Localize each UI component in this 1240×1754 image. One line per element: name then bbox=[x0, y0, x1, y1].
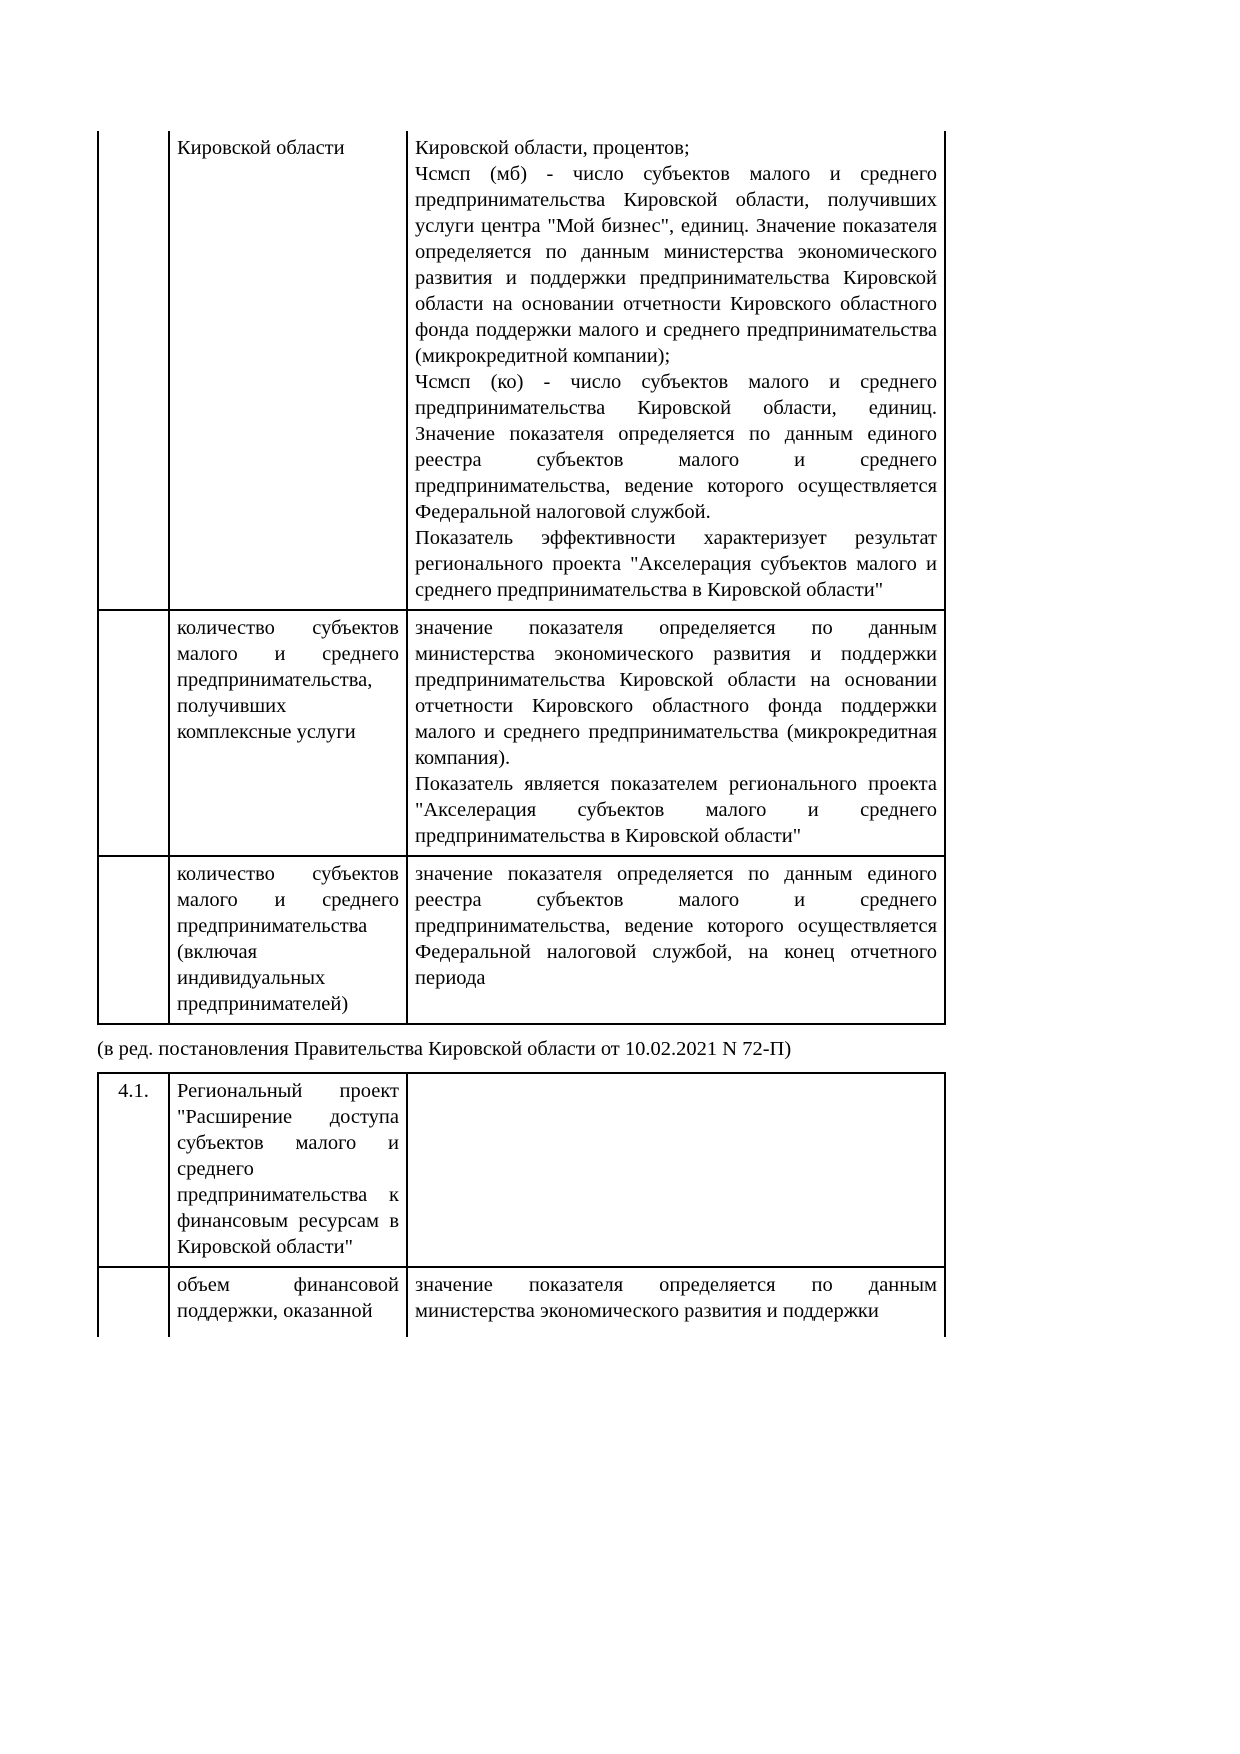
description-paragraph: значение показателя определяется по данным единого реестра субъектов малого и среднего предпринимательства, ведение которого осуществляется Федеральной налоговой службой, на конец отчетного периода bbox=[415, 863, 937, 989]
description-paragraph: Чсмсп (ко) - число субъектов малого и среднего предпринимательства Кировской области, единиц. Значение показателя определяется по данным единого реестра субъектов малого и среднего предпринимательства, ведение которого осуществляется Федеральной налоговой службой. bbox=[415, 371, 937, 523]
indicators-table-fragment-1 bbox=[97, 131, 946, 1025]
indicator-description-cell bbox=[407, 610, 945, 856]
description-paragraph: значение показателя определяется по данным министерства экономического развития и поддержки bbox=[415, 1274, 937, 1322]
indicator-name-cell bbox=[169, 610, 407, 856]
description-paragraph: Показатель является показателем регионального проекта "Акселерация субъектов малого и среднего предпринимательства в Кировской области" bbox=[415, 773, 937, 847]
indicator-name-cell bbox=[169, 1073, 407, 1267]
table-row bbox=[98, 610, 945, 856]
row-number-cell: 4.1. bbox=[98, 1073, 169, 1267]
indicator-name-cell bbox=[169, 856, 407, 1024]
indicator-name-text: Кировской области bbox=[177, 137, 345, 159]
indicator-description-cell bbox=[407, 1073, 945, 1267]
table-row bbox=[98, 131, 945, 610]
row-number-cell bbox=[98, 856, 169, 1024]
indicator-name-text: количество субъектов малого и среднего предпринимательства, получивших комплексные услуги bbox=[177, 617, 399, 743]
indicator-name-text: Региональный проект "Расширение доступа субъектов малого и среднего предпринимательства к финансовым ресурсам в Кировской области" bbox=[177, 1080, 399, 1258]
indicator-description-cell bbox=[407, 856, 945, 1024]
table-row bbox=[98, 856, 945, 1024]
description-paragraph: Кировской области, процентов; bbox=[415, 137, 690, 159]
row-number-cell bbox=[98, 1267, 169, 1337]
document-content bbox=[97, 131, 944, 1337]
description-paragraph: значение показателя определяется по данным министерства экономического развития и поддержки предпринимательства Кировской области на основании отчетности Кировского областного фонда поддержки малого и среднего предпринимательства (микрокредитная компания). bbox=[415, 617, 937, 769]
indicator-name-cell bbox=[169, 1267, 407, 1337]
table-row bbox=[98, 1073, 945, 1267]
indicator-name-text: объем финансовой поддержки, оказанной bbox=[177, 1274, 399, 1322]
indicator-name-text: количество субъектов малого и среднего предпринимательства (включая индивидуальных предпринимателей) bbox=[177, 863, 399, 1015]
description-paragraph: Чсмсп (мб) - число субъектов малого и среднего предпринимательства Кировской области, получивших услуги центра "Мой бизнес", единиц. Значение показателя определяется по данным министерства экономического развития и поддержки предпринимательства Кировской области на основании отчетности Кировского областного фонда поддержки малого и среднего предпринимательства (микрокредитной компании); bbox=[415, 163, 937, 367]
row-number-cell bbox=[98, 131, 169, 610]
indicator-description-cell bbox=[407, 131, 945, 610]
indicator-name-cell bbox=[169, 131, 407, 610]
amendment-note: (в ред. постановления Правительства Кировской области от 10.02.2021 N 72-П) bbox=[97, 1038, 792, 1060]
indicator-description-cell bbox=[407, 1267, 945, 1337]
table-row bbox=[98, 1267, 945, 1337]
indicators-table-fragment-2 bbox=[97, 1072, 946, 1337]
row-number-cell bbox=[98, 610, 169, 856]
description-paragraph: Показатель эффективности характеризует результат регионального проекта "Акселерация субъектов малого и среднего предпринимательства в Кировской области" bbox=[415, 527, 937, 601]
